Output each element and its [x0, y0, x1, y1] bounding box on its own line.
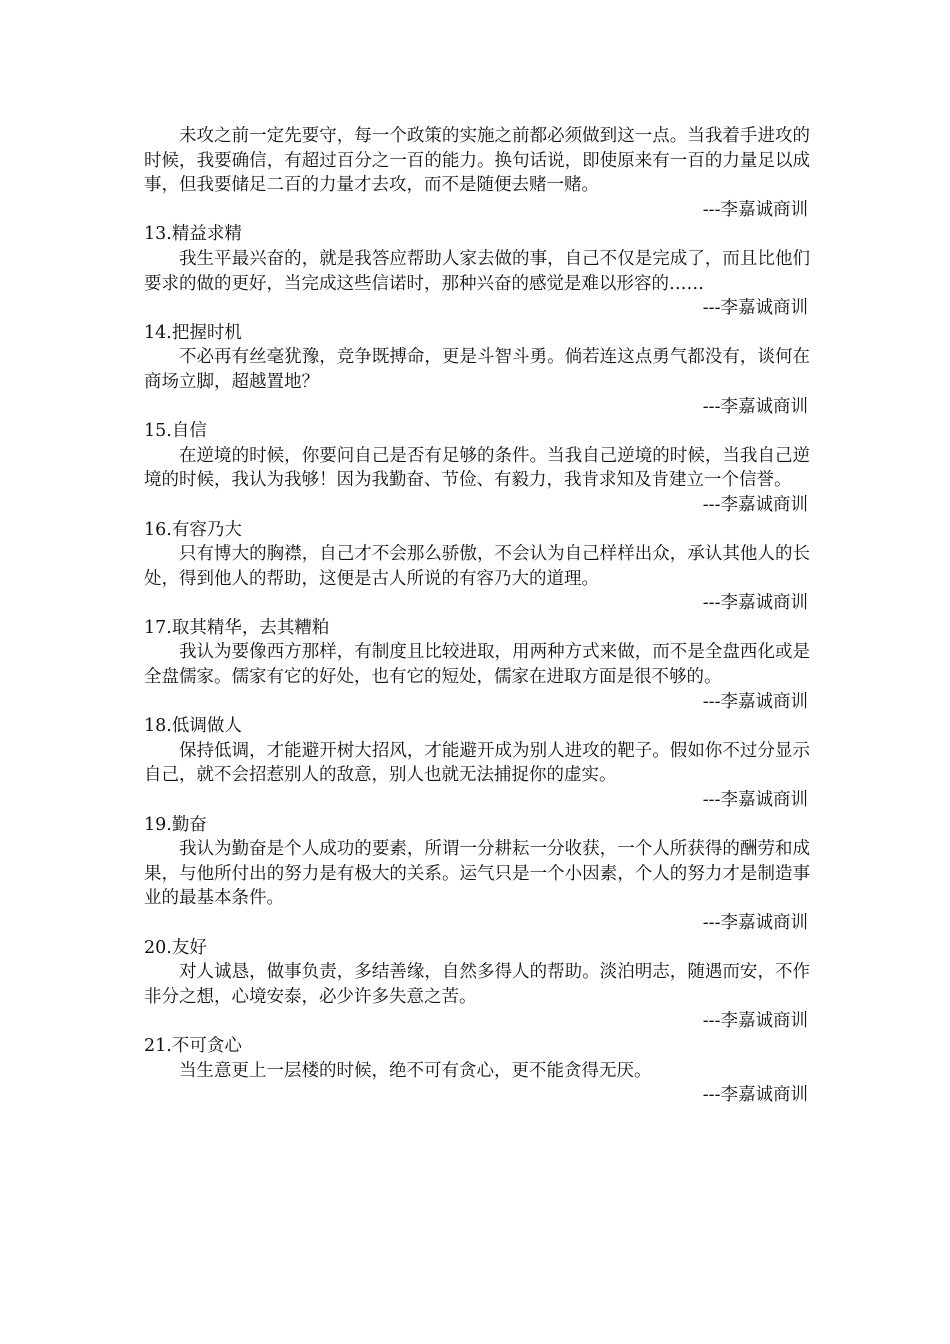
- section-paragraph: 对人诚恳，做事负责，多结善缘，自然多得人的帮助。淡泊明志，随遇而安，不作非分之想，心境安泰，必少许多失意之苦。: [144, 962, 810, 1007]
- section-17: [144, 616, 810, 714]
- section-15: [144, 419, 810, 517]
- section-paragraph: 我认为勤奋是个人成功的要素，所谓一分耕耘一分收获，一个人所获得的酬劳和成果，与他所付出的努力是有极大的关系。运气只是一个小因素，个人的努力才是制造事业的最基本条件。: [144, 839, 810, 909]
- section-signature: ---李嘉诚商训: [702, 691, 808, 712]
- section-14: [144, 321, 810, 419]
- section-21: [144, 1034, 810, 1108]
- section-heading: 15.自信: [144, 421, 207, 442]
- intro-signature: ---李嘉诚商训: [702, 199, 808, 220]
- section-heading: 18.低调做人: [144, 716, 242, 737]
- section-20: [144, 936, 810, 1034]
- section-heading: 16.有容乃大: [144, 519, 242, 540]
- section-heading: 21.不可贪心: [144, 1035, 242, 1056]
- section-16: [144, 518, 810, 616]
- section-paragraph: 在逆境的时候，你要问自己是否有足够的条件。当我自己逆境的时候，当我自己逆境的时候，我认为我够！因为我勤奋、节俭、有毅力，我肯求知及肯建立一个信誉。: [144, 445, 810, 491]
- section-heading: 20.友好: [144, 937, 207, 958]
- intro-block: [144, 124, 810, 222]
- section-heading: 19.勤奋: [144, 814, 207, 835]
- section-paragraph: 只有博大的胸襟，自己才不会那么骄傲，不会认为自己样样出众，承认其他人的长处，得到他人的帮助，这便是古人所说的有容乃大的道理。: [144, 544, 810, 589]
- intro-paragraph: 未攻之前一定先要守，每一个政策的实施之前都必须做到这一点。当我着手进攻的时候，我要确信，有超过百分之一百的能力。换句话说，即使原来有一百的力量足以成事，但我要储足二百的力量才去攻，而不是随便去赌一赌。: [144, 126, 810, 196]
- section-signature: ---李嘉诚商训: [702, 1085, 808, 1106]
- section-signature: ---李嘉诚商训: [702, 298, 808, 319]
- section-paragraph: 当生意更上一层楼的时候，绝不可有贪心，更不能贪得无厌。: [179, 1060, 652, 1081]
- document-page: [144, 124, 810, 1108]
- section-signature: ---李嘉诚商训: [702, 593, 808, 614]
- section-paragraph: 我认为要像西方那样，有制度且比较进取，用两种方式来做，而不是全盘西化或是全盘儒家。儒家有它的好处，也有它的短处，儒家在进取方面是很不够的。: [144, 642, 810, 688]
- section-signature: ---李嘉诚商训: [702, 913, 808, 933]
- section-19: [144, 813, 810, 936]
- section-13: [144, 222, 810, 320]
- section-signature: ---李嘉诚商训: [702, 1011, 808, 1032]
- section-signature: ---李嘉诚商训: [702, 396, 808, 417]
- section-heading: 14.把握时机: [144, 322, 242, 343]
- section-paragraph: 不必再有丝毫犹豫，竞争既搏命，更是斗智斗勇。倘若连这点勇气都没有，谈何在商场立脚，超越置地？: [144, 347, 810, 392]
- section-signature: ---李嘉诚商训: [702, 790, 808, 811]
- section-heading: 13.精益求精: [144, 224, 242, 245]
- section-18: [144, 714, 810, 812]
- section-signature: ---李嘉诚商训: [702, 494, 808, 515]
- section-paragraph: 我生平最兴奋的，就是我答应帮助人家去做的事，自己不仅是完成了，而且比他们要求的做的更好，当完成这些信诺时，那种兴奋的感觉是难以形容的……: [144, 248, 810, 294]
- section-paragraph: 保持低调，才能避开树大招风，才能避开成为别人进攻的靶子。假如你不过分显示自己，就不会招惹别人的敌意，别人也就无法捕捉你的虚实。: [144, 740, 810, 786]
- section-heading: 17.取其精华，去其糟粕: [144, 617, 330, 638]
